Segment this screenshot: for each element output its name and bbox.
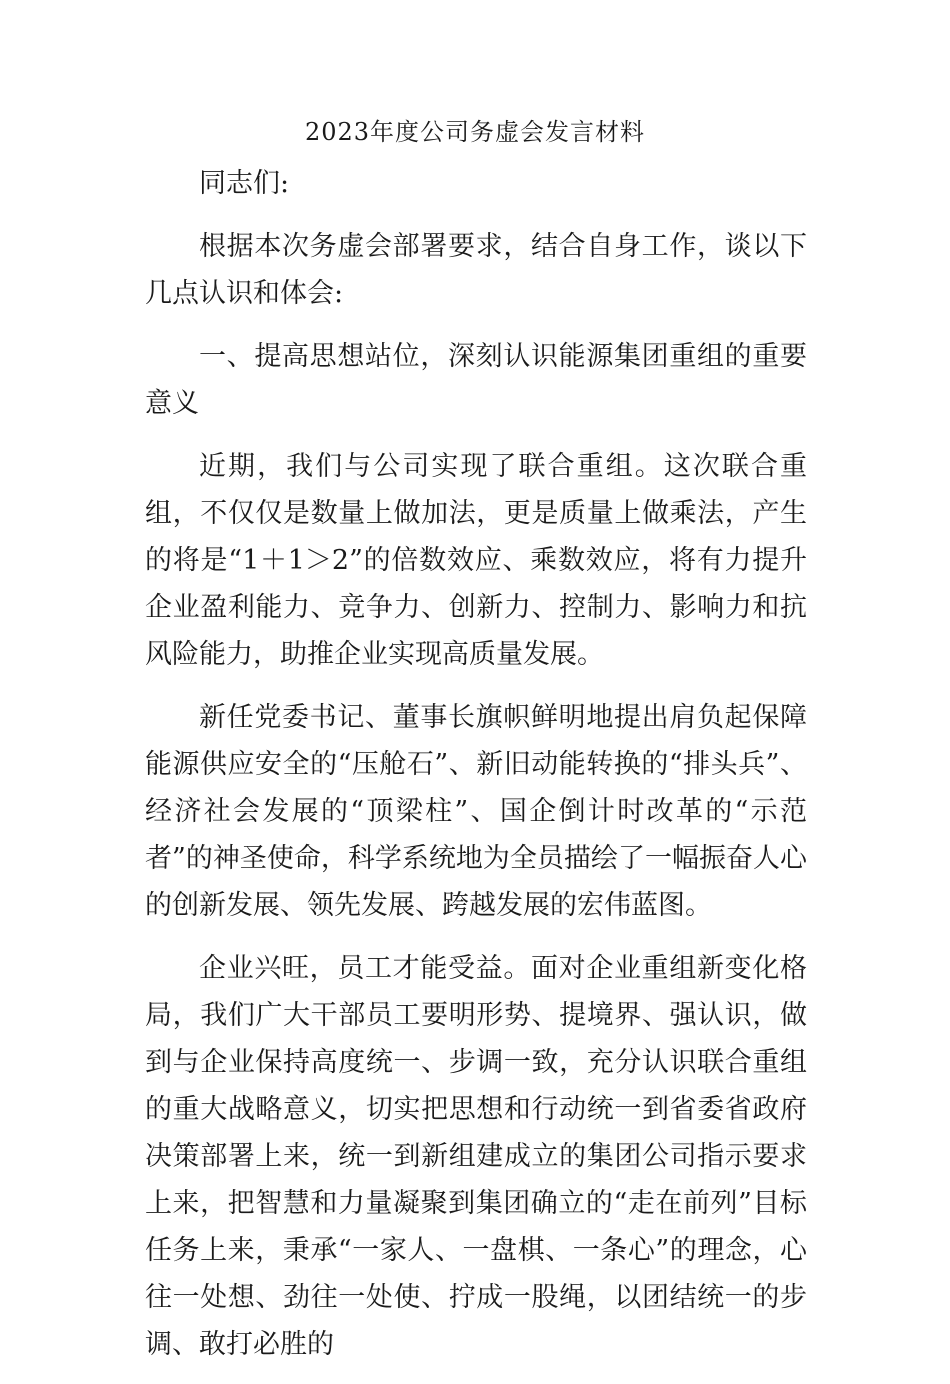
paragraph-intro: 根据本次务虚会部署要求，结合自身工作，谈以下几点认识和体会: bbox=[145, 231, 807, 309]
paragraph-unity: 企业兴旺，员工才能受益。面对企业重组新变化格局，我们广大干部员工要明形势、提境界、强认识，做到与企业保持高度统一、步调一致，充分认识联合重组的重大战略意义，切实把思想和行动统一到省委省政府决策部署上来，统一到新组建成立的集团公司指示要求上来，把智慧和力量凝聚到集团确立的“走在前列”目标任务上来，秉承“一家人、一盘棋、一条心”的理念，心往一处想、劲往一处使、拧成一股绳，以团结统一的步调、敢打必胜的 bbox=[145, 953, 807, 1360]
section-heading-1: 一、提高思想站位，深刻认识能源集团重组的重要意义 bbox=[145, 341, 807, 419]
salutation: 同志们: bbox=[199, 168, 290, 199]
paragraph-reorganization: 近期，我们与公司实现了联合重组。这次联合重组，不仅仅是数量上做加法，更是质量上做乘法，产生的将是“1＋1＞2”的倍数效应、乘数效应，将有力提升企业盈利能力、竞争力、创新力、控制力、影响力和抗风险能力，助推企业实现高质量发展。 bbox=[145, 451, 807, 670]
document-body bbox=[145, 160, 807, 1384]
paragraph-mission: 新任党委书记、董事长旗帜鲜明地提出肩负起保障能源供应安全的“压舱石”、新旧动能转换的“排头兵”、经济社会发展的“顶梁柱”、国企倒计时改革的“示范者”的神圣使命，科学系统地为全员描绘了一幅振奋人心的创新发展、领先发展、跨越发展的宏伟蓝图。 bbox=[145, 702, 807, 921]
document-title: 2023年度公司务虚会发言材料 bbox=[304, 118, 646, 146]
